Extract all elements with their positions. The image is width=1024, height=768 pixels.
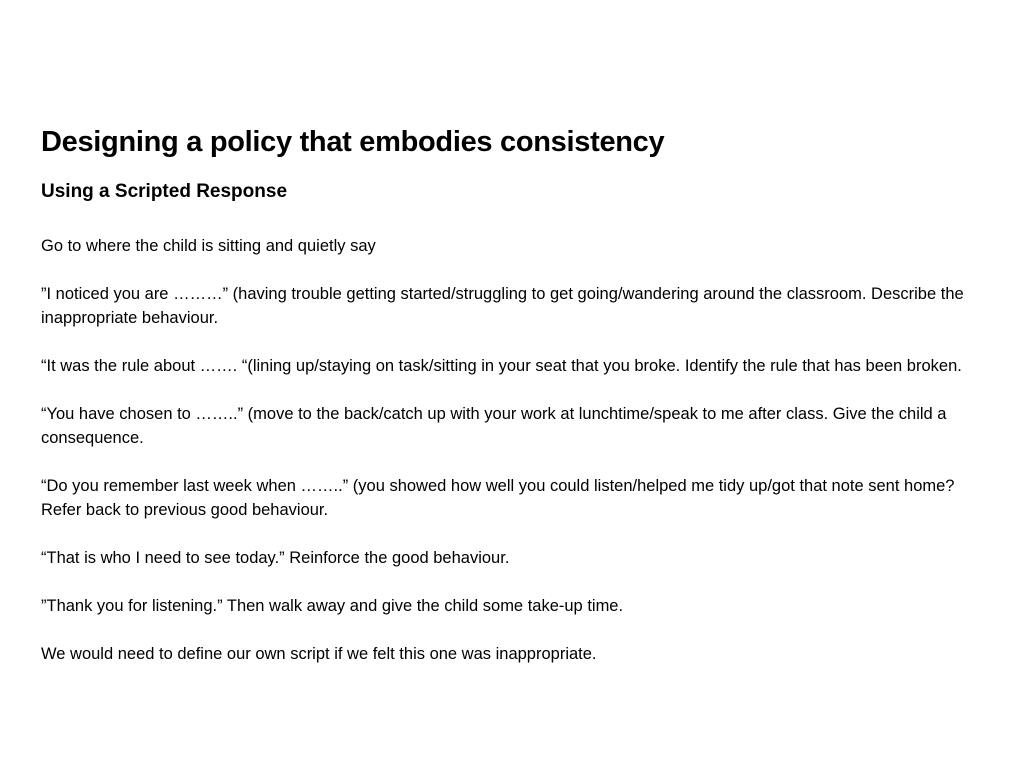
paragraph-rule: “It was the rule about ……. “(lining up/staying on task/sitting in your seat that you broke. Identify the rule that has been broken. — [41, 357, 962, 375]
slide-body — [41, 234, 981, 690]
slide-subtitle: Using a Scripted Response — [41, 181, 288, 202]
paragraph-instruction: Go to where the child is sitting and quietly say — [41, 237, 376, 255]
paragraph-reinforce: “That is who I need to see today.” Reinforce the good behaviour. — [41, 549, 510, 567]
paragraph-define-script: We would need to define our own script if we felt this one was inappropriate. — [41, 645, 597, 663]
paragraph-noticed: ”I noticed you are ………” (having trouble getting started/struggling to get going/wandering around the classroom. Describe the inappropriate behaviour. — [41, 285, 964, 327]
paragraph-thanks: ”Thank you for listening.” Then walk away and give the child some take-up time. — [41, 597, 624, 615]
paragraph-consequence: “You have chosen to ……..” (move to the back/catch up with your work at lunchtime/speak to me after class. Give the child a consequence. — [41, 405, 947, 447]
paragraph-remember: “Do you remember last week when ……..” (you showed how well you could listen/helped me tidy up/got that note sent home? Refer back to previous good behaviour. — [41, 477, 955, 519]
slide-title: Designing a policy that embodies consistency — [41, 126, 665, 158]
